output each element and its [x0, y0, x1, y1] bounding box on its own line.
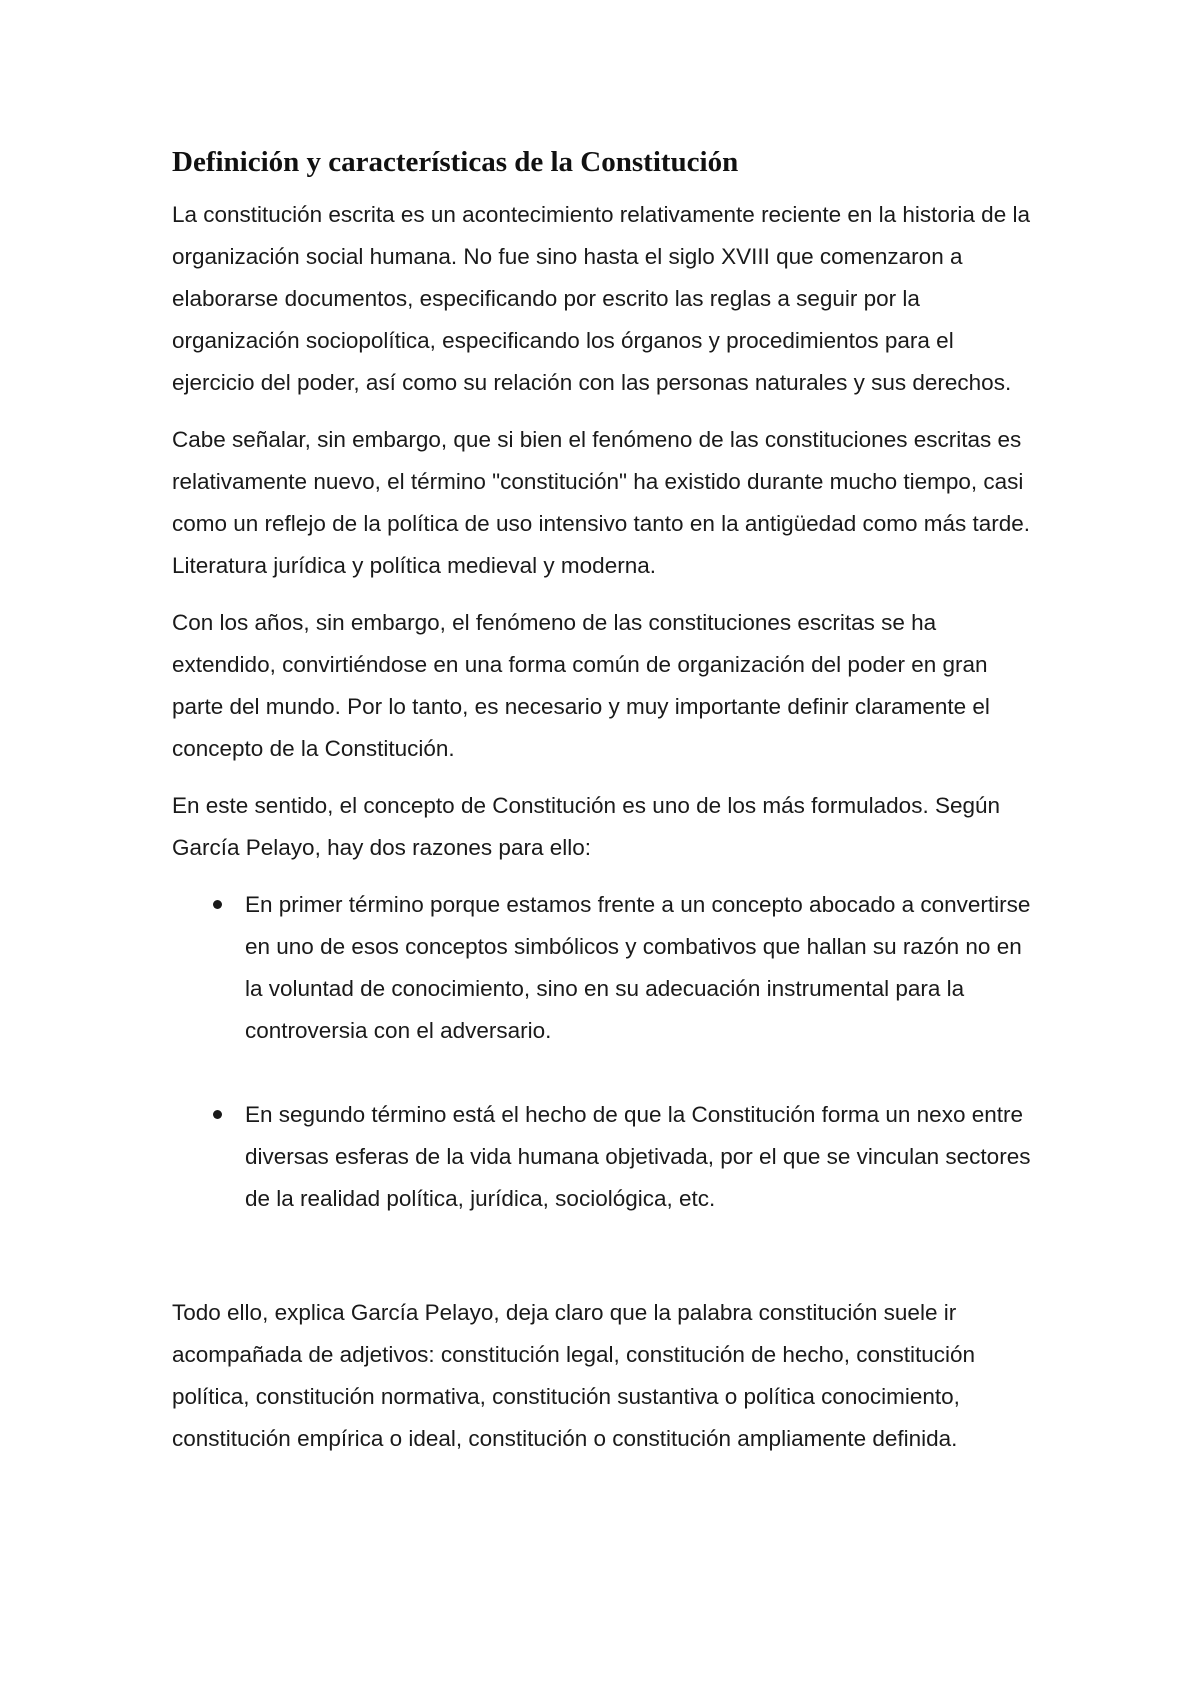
- list-item: [172, 1094, 1032, 1220]
- paragraph-4: En este sentido, el concepto de Constitución es uno de los más formulados. Según García Pelayo, hay dos razones para ello:: [172, 793, 1001, 860]
- paragraph-3: Con los años, sin embargo, el fenómeno de las constituciones escritas se ha extendido, convirtiéndose en una forma común de organización del poder en gran parte del mundo. Por lo tanto, es necesario y muy importante definir claramente el concepto de la Constitución.: [172, 610, 990, 761]
- bullet-icon: [213, 1110, 222, 1119]
- page-title: Definición y características de la Constitución: [172, 146, 739, 178]
- paragraph-1: La constitución escrita es un acontecimiento relativamente reciente en la historia de la organización social humana. No fue sino hasta el siglo XVIII que comenzaron a elaborarse documentos, especificando por escrito las reglas a seguir por la organización sociopolítica, especificando los órganos y procedimientos para el ejercicio del poder, así como su relación con las personas naturales y sus derechos.: [172, 202, 1030, 395]
- bullet-icon: [213, 900, 222, 909]
- reasons-list: [172, 884, 1032, 1220]
- document-body: [172, 140, 1032, 1475]
- closing-paragraph: Todo ello, explica García Pelayo, deja claro que la palabra constitución suele ir acompañada de adjetivos: constitución legal, constitución de hecho, constitución política, constitución normativa, constitución sustantiva o política conocimiento, constitución empírica o ideal, constitución o constitución ampliamente definida.: [172, 1300, 976, 1451]
- list-item-text: En primer término porque estamos frente a un concepto abocado a convertirse en uno de esos conceptos simbólicos y combativos que hallan su razón no en la voluntad de conocimiento, sino en su adecuación instrumental para la controversia con el adversario.: [245, 892, 1031, 1043]
- list-item: [172, 884, 1032, 1052]
- list-item-text: En segundo término está el hecho de que la Constitución forma un nexo entre diversas esferas de la vida humana objetivada, por el que se vinculan sectores de la realidad política, jurídica, sociológica, etc.: [245, 1102, 1031, 1211]
- paragraph-2: Cabe señalar, sin embargo, que si bien el fenómeno de las constituciones escritas es relativamente nuevo, el término "constitución" ha existido durante mucho tiempo, casi como un reflejo de la política de uso intensivo tanto en la antigüedad como más tarde. Literatura jurídica y política medieval y moderna.: [172, 427, 1031, 578]
